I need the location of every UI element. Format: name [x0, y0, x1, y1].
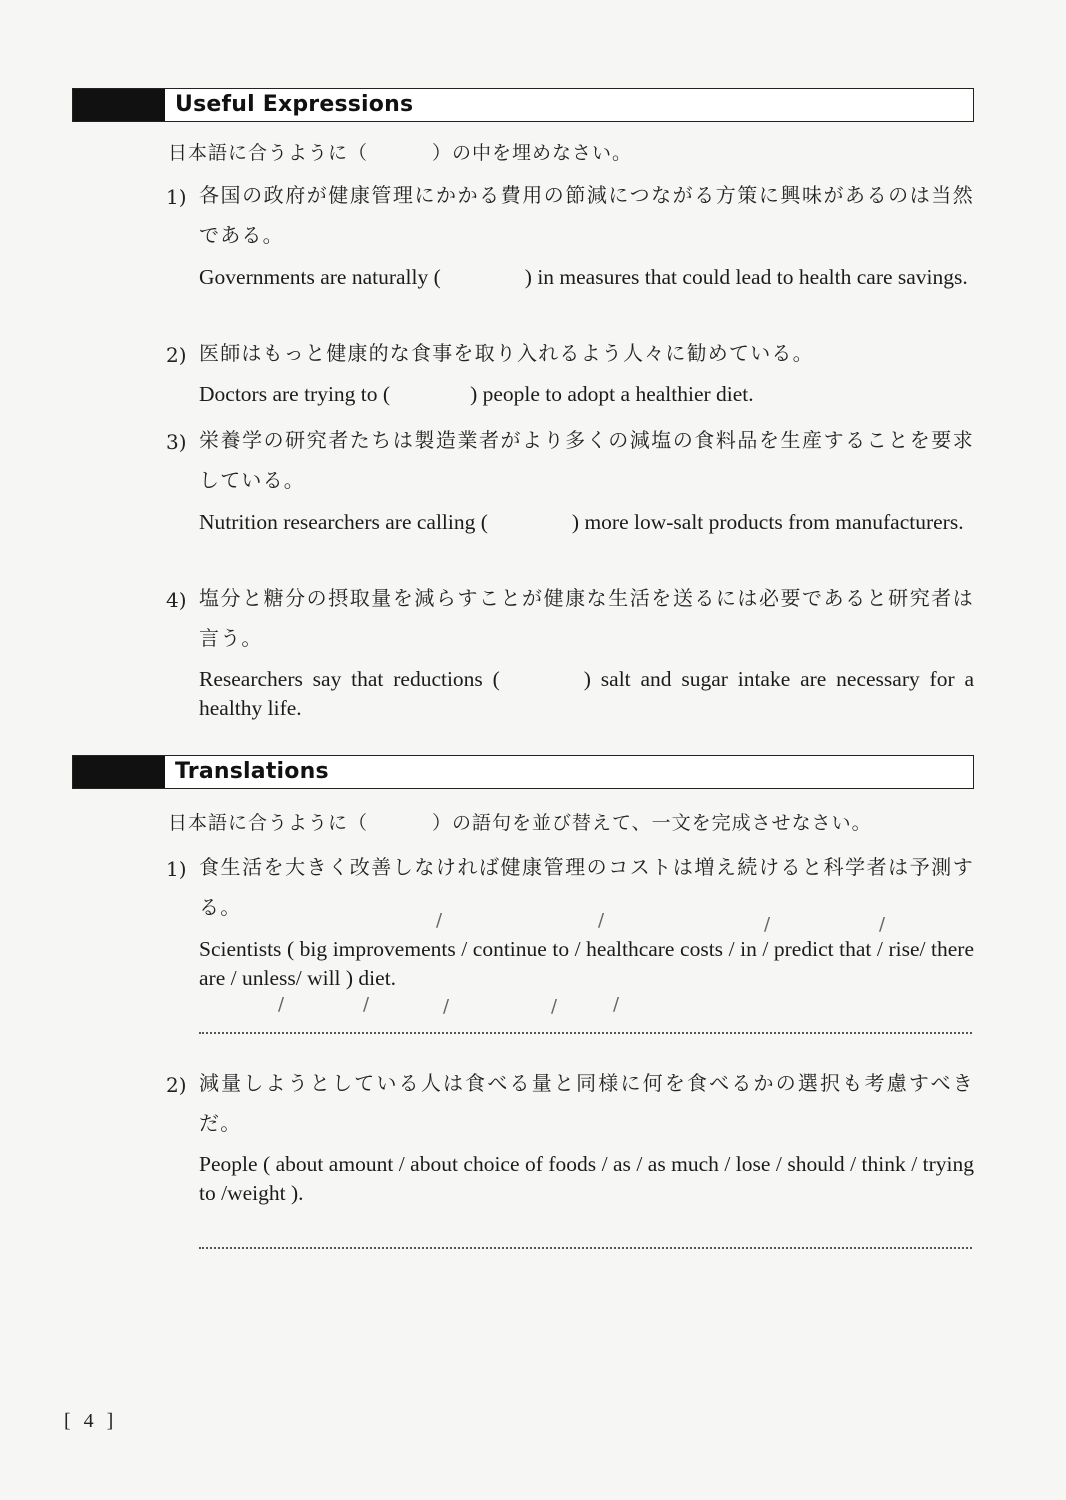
expression-item-japanese: 各国の政府が健康管理にかかる費用の節減につながる方策に興味があるのは当然である。 — [199, 183, 974, 247]
translation-item-number: 1) — [166, 857, 187, 881]
translation-item-japanese: 減量しようとしている人は食べる量と同様に何を食べるかの選択も考慮すべきだ。 — [199, 1071, 974, 1135]
instruction-text-before: 日本語に合うように（ — [168, 812, 369, 834]
english-before-blank: Doctors are trying to ( — [199, 382, 391, 406]
translation-item-japanese: 食生活を大きく改善しなければ健康管理のコストは増え続けると科学者は予測する。 — [199, 855, 974, 919]
useful-expressions-title: Useful Expressions — [175, 92, 414, 117]
pencil-slash-mark: / — [436, 910, 443, 931]
translation-item-number: 2) — [166, 1073, 187, 1097]
expression-item-number: 4) — [166, 588, 187, 612]
expression-item-japanese: 栄養学の研究者たちは製造業者がより多くの減塩の食料品を生産することを要求している。 — [199, 428, 974, 492]
expression-item-english — [199, 665, 974, 723]
expression-item-number: 2) — [166, 343, 187, 367]
pencil-slash-mark: / — [598, 910, 605, 931]
pencil-slash-mark: / — [363, 994, 370, 1015]
expression-item-english — [199, 263, 974, 292]
english-after-blank: ) more low-salt products from manufacturers. — [571, 510, 964, 534]
answer-line[interactable] — [199, 1032, 972, 1034]
header-black-bar — [73, 89, 165, 121]
translations-instruction — [168, 808, 872, 835]
header-black-bar — [73, 756, 165, 788]
english-before-blank: Researchers say that reductions ( — [199, 667, 500, 691]
instruction-text-after: ）の中を埋めなさい。 — [432, 142, 633, 164]
translations-header — [72, 755, 974, 789]
pencil-slash-mark: / — [551, 996, 558, 1017]
useful-expressions-header — [72, 88, 974, 122]
expression-item-number: 1) — [166, 185, 187, 209]
page-number: [ 4 ] — [64, 1410, 118, 1432]
translation-item-english: Scientists ( big improvements / continue to / healthcare costs / in / predict that / rise/ there are / unless/ will ) diet. — [199, 937, 974, 990]
instruction-text-before: 日本語に合うように（ — [168, 142, 369, 164]
expression-item-english — [199, 380, 974, 409]
instruction-text-after: ）の語句を並び替えて、一文を完成させなさい。 — [432, 812, 872, 834]
pencil-slash-mark: / — [764, 914, 771, 935]
english-after-blank: ) salt and sugar intake are necessary for a healthy life. — [199, 667, 974, 720]
useful-expressions-instruction — [168, 138, 632, 165]
answer-line[interactable] — [199, 1247, 972, 1249]
pencil-slash-mark: / — [879, 914, 886, 935]
expression-item-number: 3) — [166, 430, 187, 454]
expression-item-english — [199, 508, 974, 537]
english-before-blank: Governments are naturally ( — [199, 265, 441, 289]
translations-title: Translations — [175, 759, 329, 784]
pencil-slash-mark: / — [443, 996, 450, 1017]
pencil-slash-mark: / — [278, 994, 285, 1015]
pencil-slash-mark: / — [613, 994, 620, 1015]
english-before-blank: Nutrition researchers are calling ( — [199, 510, 488, 534]
translation-item-english: People ( about amount / about choice of foods / as / as much / lose / should / think / trying to /weight ). — [199, 1152, 974, 1205]
english-after-blank: ) in measures that could lead to health care savings. — [524, 265, 968, 289]
expression-item-japanese: 塩分と糖分の摂取量を減らすことが健康な生活を送るには必要であると研究者は言う。 — [199, 586, 974, 650]
expression-item-japanese: 医師はもっと健康的な食事を取り入れるよう人々に勧めている。 — [199, 341, 814, 365]
english-after-blank: ) people to adopt a healthier diet. — [470, 382, 754, 406]
